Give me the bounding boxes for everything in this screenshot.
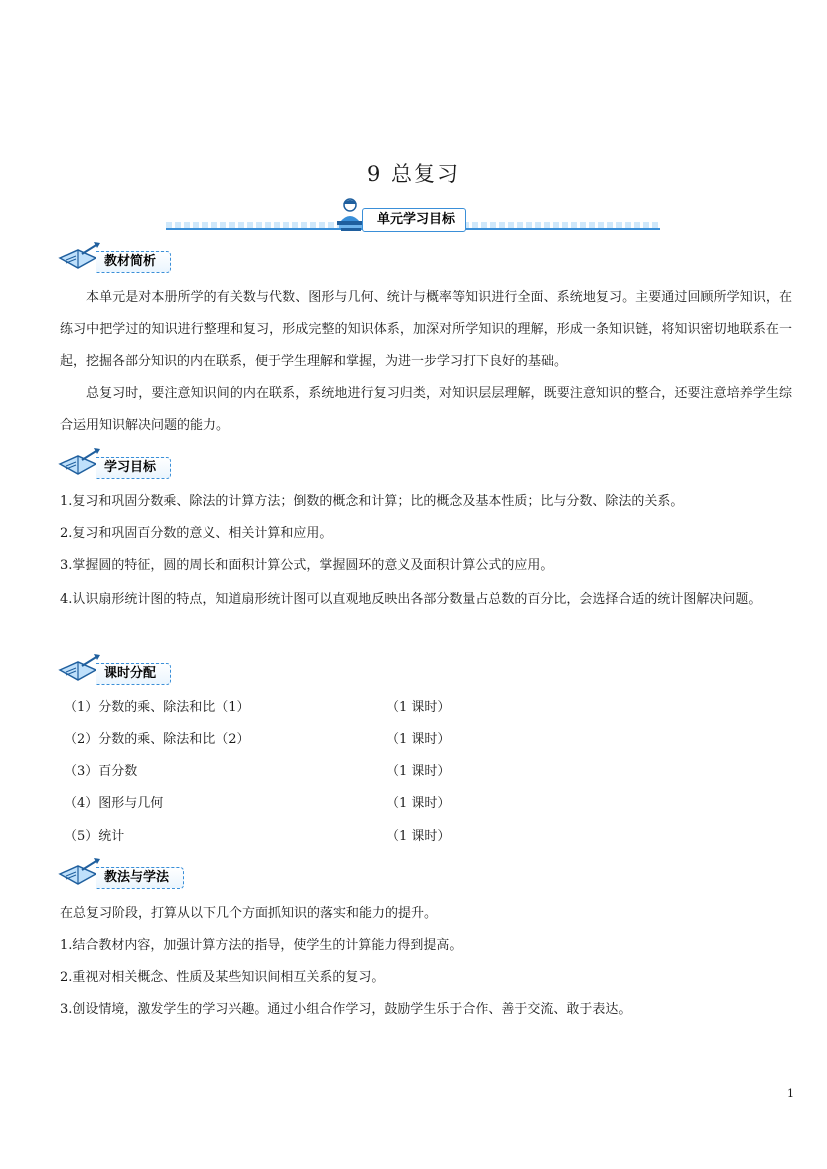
schedule-hours: （1 课时） bbox=[386, 764, 451, 779]
overview-paragraph-2: 总复习时，要注意知识间的内在联系，系统地进行复习归类，对知识层层理解，既要注意知识的整合，还要注意培养学生综合运用知识解决问题的能力。 bbox=[60, 386, 792, 433]
unit-goals-banner bbox=[166, 196, 660, 236]
schedule-hours: （1 课时） bbox=[386, 732, 451, 747]
page-number: 1 bbox=[787, 1087, 794, 1100]
schedule-row bbox=[64, 762, 464, 782]
schedule-row bbox=[64, 698, 464, 718]
schedule-row bbox=[64, 794, 464, 814]
method-item-2: 2.重视对相关概念、性质及某些知识间相互关系的复习。 bbox=[60, 970, 385, 985]
goal-item-2: 2.复习和巩固百分数的意义、相关计算和应用。 bbox=[60, 526, 333, 541]
section-heading-label: 教法与学法 bbox=[96, 867, 184, 889]
schedule-topic: （3）百分数 bbox=[64, 764, 138, 779]
schedule-row bbox=[64, 827, 464, 847]
schedule-topic: （4）图形与几何 bbox=[64, 796, 164, 811]
section-heading-methods bbox=[58, 856, 198, 892]
method-item-1: 1.结合教材内容，加强计算方法的指导，使学生的计算能力得到提高。 bbox=[60, 938, 463, 953]
section-heading-label: 课时分配 bbox=[96, 663, 171, 685]
page-title: 9 总复习 bbox=[366, 162, 461, 186]
methods-intro: 在总复习阶段，打算从以下几个方面抓知识的落实和能力的提升。 bbox=[60, 906, 438, 921]
section-heading-schedule bbox=[58, 652, 198, 688]
banner-label: 单元学习目标 bbox=[362, 208, 466, 232]
schedule-topic: （5）统计 bbox=[64, 829, 125, 844]
overview-paragraph-1: 本单元是对本册所学的有关数与代数、图形与几何、统计与概率等知识进行全面、系统地复习。主要通过回顾所学知识，在练习中把学过的知识进行整理和复习，形成完整的知识体系，加深对所学知识的理解，形成一条知识链，将知识密切地联系在一起，挖掘各部分知识的内在联系，便于学生理解和掌握，为进一步学习打下良好的基础。 bbox=[60, 290, 792, 369]
goal-item-3: 3.掌握圆的特征，圆的周长和面积计算公式，掌握圆环的意义及面积计算公式的应用。 bbox=[60, 558, 554, 573]
schedule-hours: （1 课时） bbox=[386, 700, 451, 715]
section-heading-overview bbox=[58, 240, 198, 276]
schedule-topic: （1）分数的乘、除法和比（1） bbox=[64, 700, 250, 715]
goal-item-1: 1.复习和巩固分数乘、除法的计算方法；倒数的概念和计算；比的概念及基本性质；比与分数、除法的关系。 bbox=[60, 494, 684, 509]
section-heading-label: 学习目标 bbox=[96, 457, 171, 479]
goal-item-4: 4.认识扇形统计图的特点，知道扇形统计图可以直观地反映出各部分数量占总数的百分比，会选择合适的统计图解决问题。 bbox=[60, 592, 762, 607]
schedule-hours: （1 课时） bbox=[386, 829, 451, 844]
section-heading-goals bbox=[58, 446, 198, 482]
schedule-hours: （1 课时） bbox=[386, 796, 451, 811]
section-heading-label: 教材简析 bbox=[96, 251, 171, 273]
schedule-topic: （2）分数的乘、除法和比（2） bbox=[64, 732, 250, 747]
schedule-row bbox=[64, 730, 464, 750]
method-item-3: 3.创设情境，激发学生的学习兴趣。通过小组合作学习，鼓励学生乐于合作、善于交流、敢于表达。 bbox=[60, 1002, 632, 1017]
